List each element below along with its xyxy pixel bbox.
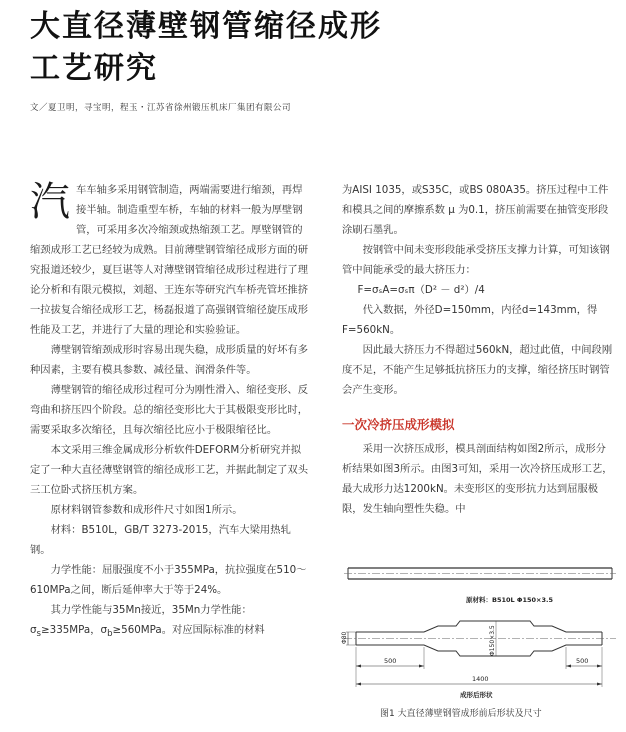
- tube-drawing: [341, 553, 616, 723]
- paragraph-7: 力学性能：屈服强度不小于355MPa，抗拉强度在510～610MPa之间，断后延伸率大于等于24%。: [30, 564, 307, 596]
- figure-1: [341, 553, 616, 723]
- section-heading: 一次冷挤压成形模拟: [342, 417, 455, 432]
- paragraph-6: 材料：B510L，GB/T 3273-2015，汽车大梁用热轧钢。: [30, 524, 291, 556]
- paragraph-r3: 代入数据，外径D=150mm，内径d=143mm，得F=560kN。: [342, 304, 598, 336]
- paragraph-r5: 采用一次挤压成形，模具剖面结构如图2所示，成形分析结果如图3所示。由图3可知，采用一次冷挤压成形工艺，最大成形力达1200kN。未变形区的变形抗力达到屈服极限，发生轴向塑性失稳。中: [342, 443, 613, 515]
- formula: F=σₛA=σₛπ（D² － d²）/4: [357, 284, 485, 296]
- formed-shape-label: 成形后形状: [460, 691, 493, 699]
- figure-caption: 图1 大直径薄壁钢管成形前后形状及尺寸: [380, 709, 542, 719]
- raw-tube: [344, 568, 616, 579]
- dim-left-label: 500: [384, 657, 397, 665]
- title-line-1: 大直径薄壁钢管缩径成形: [30, 9, 382, 44]
- formed-tube: [344, 621, 616, 656]
- paragraph-1: [30, 180, 308, 340]
- title-line-2: 工艺研究: [30, 51, 158, 86]
- paragraph-r1: 为AISI 1035，或S35C，或BS 080A35。挤压过程中工件和模具之间的摩擦系数 μ 为0.1，挤压前需要在抽管变形段涂刷石墨乳。: [342, 184, 609, 236]
- raw-material-label: 原材料：B510L Φ150×3.5: [466, 596, 553, 604]
- author-line: 文／夏卫明，寻宝明，程玉・江苏省徐州锻压机床厂集团有限公司: [30, 103, 292, 113]
- paragraph-1-text: 车车轴多采用钢管制造，两端需要进行缩颈，再焊接半轴。制造重型车桥，车轴的材料一般为厚壁钢管，可采用多次冷缩颈或热缩颈工艺。厚壁钢管的缩颈成形工艺已经较为成熟。目前薄壁钢管缩径成形方面的研究报道还较少，夏巨谌等人对薄壁钢管缩径成形过程进行了理论分析和有限元模拟，刘超、王连东等研究汽车桥壳管坯推挤一拉拔复合缩径成形工艺，杨磊报道了高强钢管缩径旋压成形性能及工艺，并进行了大量的理论和实验验证。: [30, 184, 309, 336]
- paragraph-4: 本文采用三维金属成形分析软件DEFORM分析研究并拟定了一种大直径薄壁钢管的缩径成形工艺，并据此制定了双头三工位卧式挤压机方案。: [30, 444, 309, 496]
- paragraph-3: 薄壁钢管的缩径成形过程可分为刚性滑入、缩径变形、反弯曲和挤压四个阶段。总的缩径变形比大于其极限变形比时，需要采取多次缩径，且每次缩径比应小于极限缩径比。: [30, 384, 309, 436]
- end-diameter-label: Φ80: [341, 631, 348, 644]
- p8-a: 其力学性能与35Mn接近，35Mn力学性能：σ: [30, 604, 252, 636]
- paragraph-r4: 因此最大挤压力不得超过560kN，超过此值，中间段刚度不足，不能产生足够抵抗挤压力的支撑，缩径挤压时钢管会产生变形。: [342, 344, 613, 396]
- paragraph-8: [30, 600, 308, 644]
- article-title: [30, 6, 382, 90]
- paragraph-2: 薄壁钢管缩颈成形时容易出现失稳，成形质量的好坏有多种因素，主要有模具参数、减径量、润滑条件等。: [30, 344, 309, 376]
- p8-sub-s: s: [36, 629, 42, 640]
- dim-right-label: 500: [576, 657, 589, 665]
- dropcap: 汽: [30, 179, 70, 225]
- dim-total-label: 1400: [472, 675, 489, 683]
- paragraph-5: 原材料钢管参数和成形件尺寸如图1所示。: [50, 504, 243, 516]
- center-diameter-label: Φ150×3.5: [489, 625, 496, 656]
- p8-sub-b: b: [107, 629, 113, 640]
- p8-e: ≥560MPa。对应国际标准的材料: [112, 624, 265, 636]
- column-right: [342, 180, 616, 519]
- p8-c: ≥335MPa，σ: [41, 624, 108, 636]
- column-left: [30, 180, 308, 644]
- paragraph-r2: 按钢管中间未变形段能承受挤压支撑力计算，可知该钢管中间能承受的最大挤压力：: [342, 244, 610, 276]
